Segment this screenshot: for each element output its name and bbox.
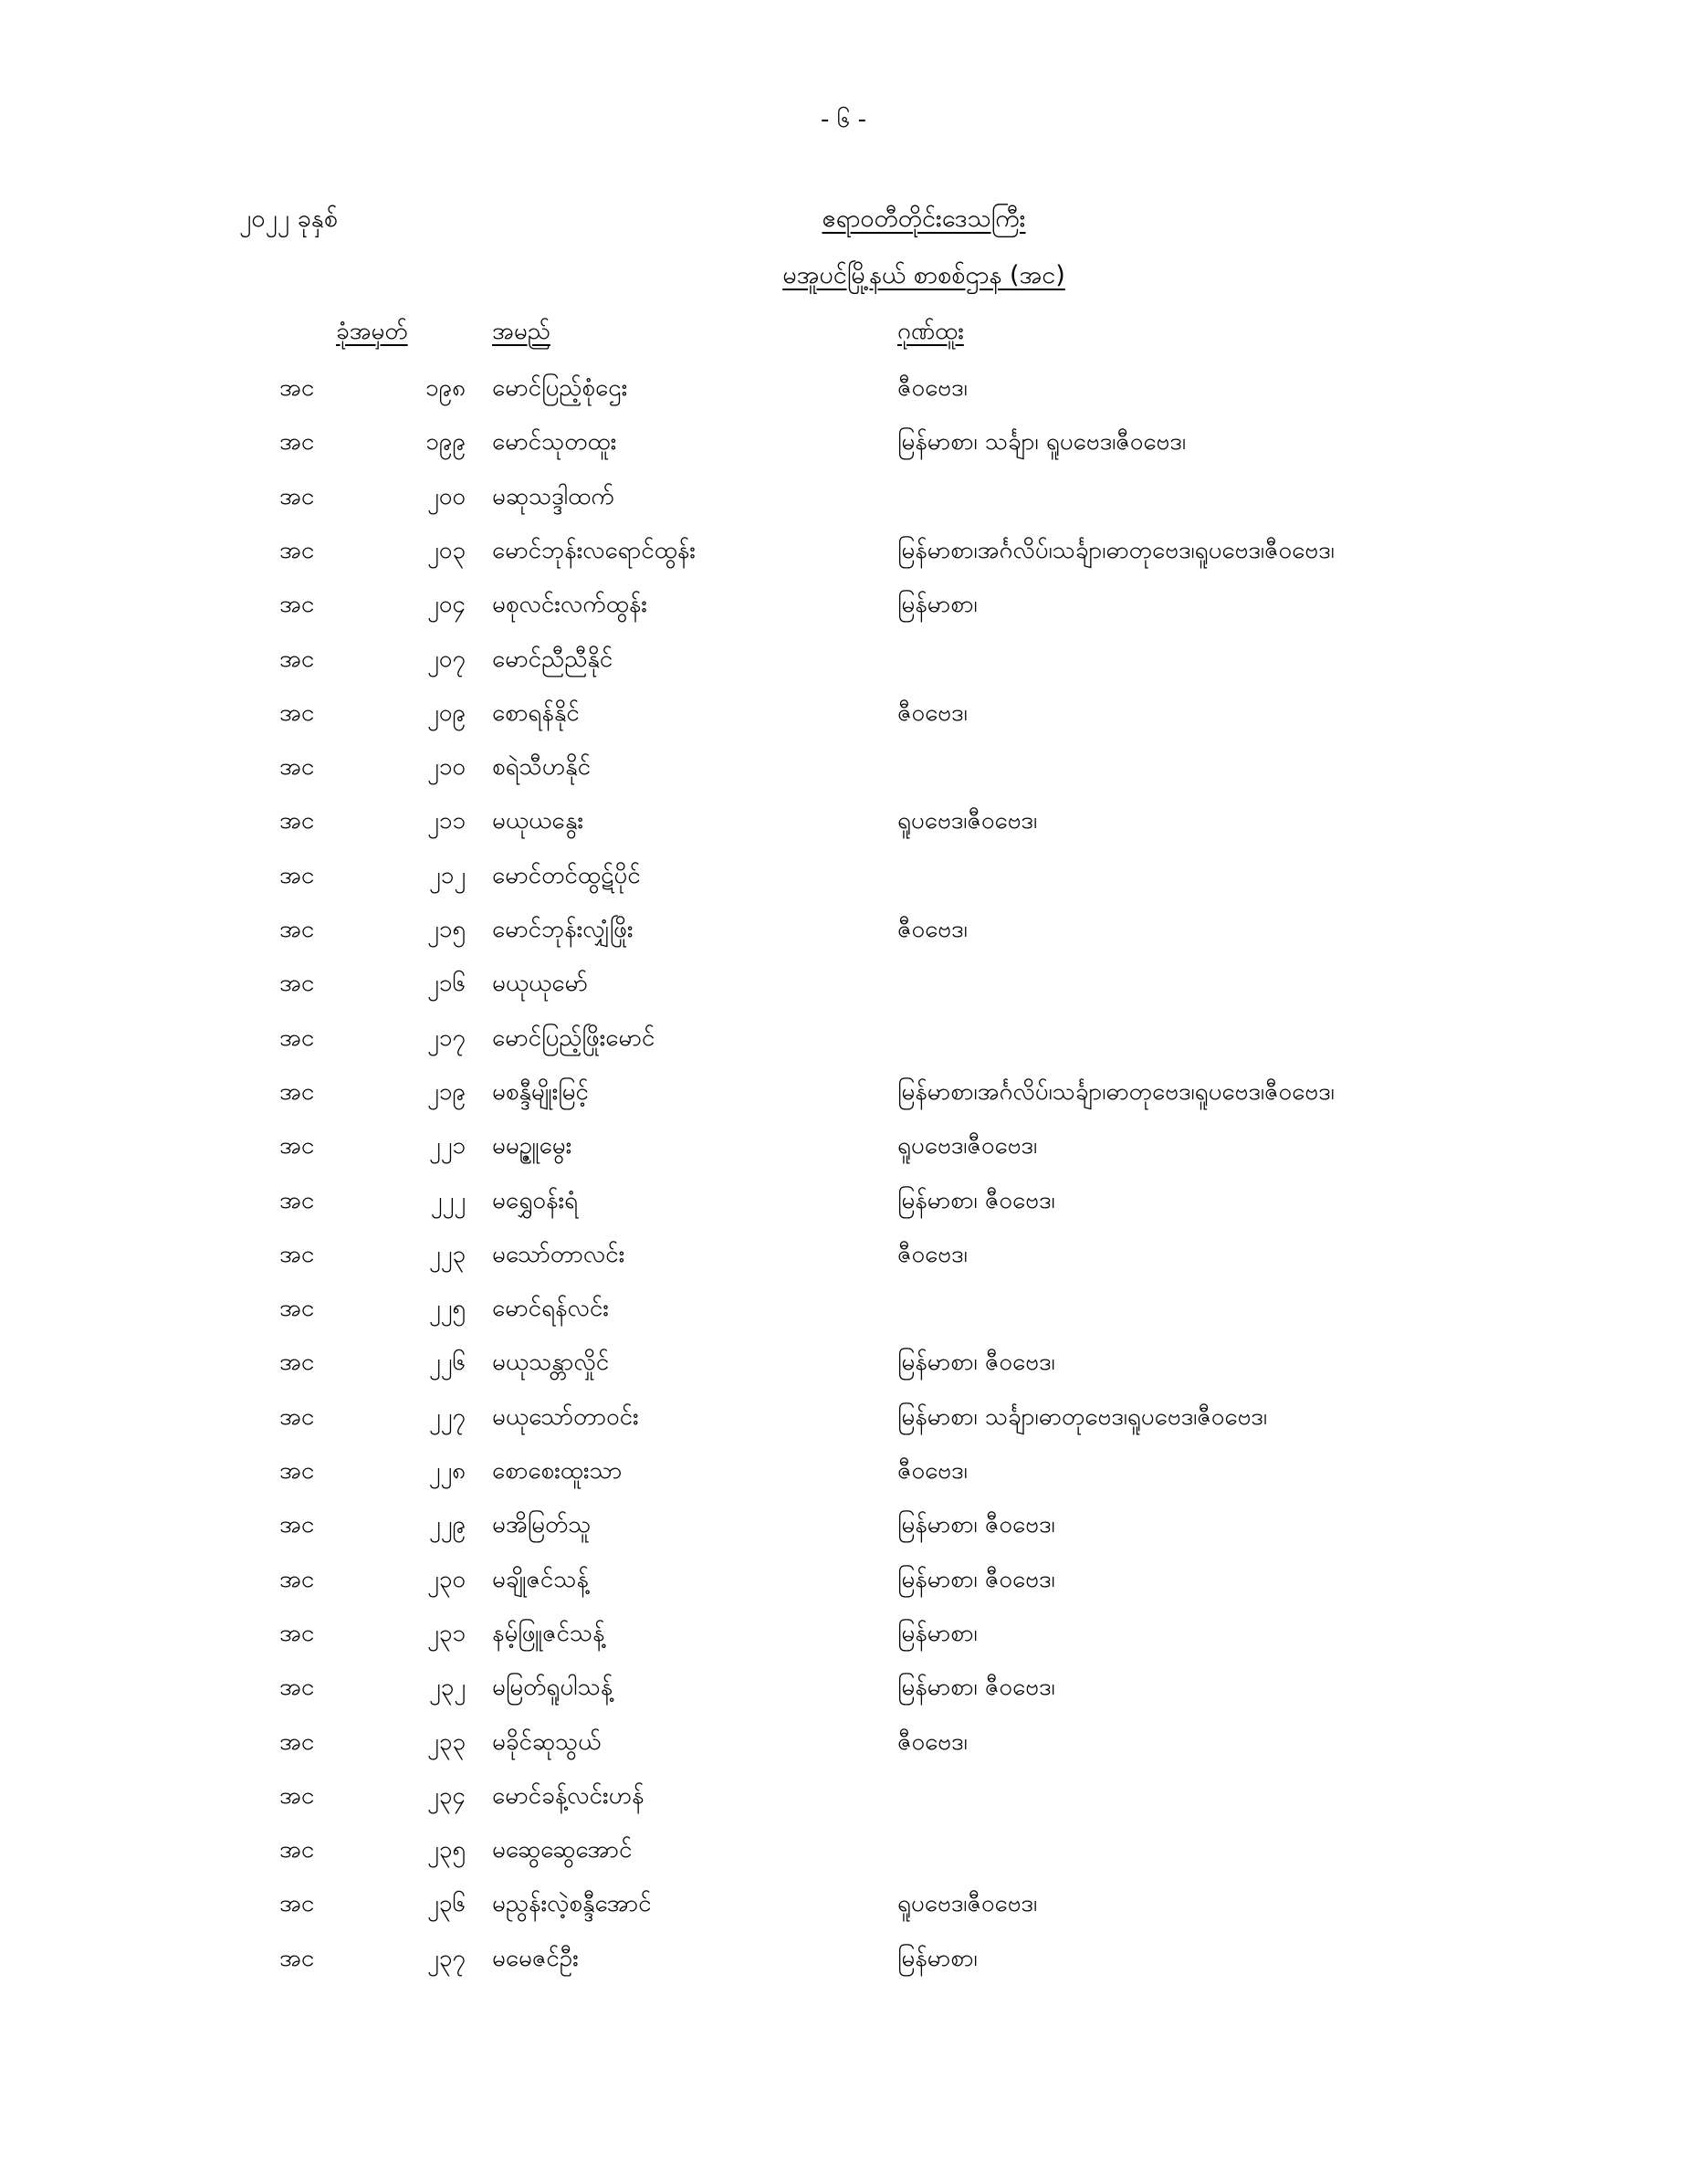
row-student-name: မယုသန္တာလှိုင် xyxy=(492,1349,610,1377)
table-row xyxy=(0,1402,1687,1442)
row-seat-number: ၂၃၄ xyxy=(426,1781,466,1810)
row-distinctions: ရူပဗေဒ၊ဇီဝဗေဒ၊ xyxy=(897,1132,1038,1160)
table-row xyxy=(0,1565,1687,1604)
exam-center-title: မအူပင်မြို့နယ် စာစစ်ဌာန (အင) xyxy=(782,261,1065,289)
row-exam-code: အင xyxy=(279,645,315,673)
row-distinctions: ရူပဗေဒ၊ဇီဝဗေဒ၊ xyxy=(897,807,1038,835)
row-exam-code: အင xyxy=(279,916,315,943)
row-exam-code: အင xyxy=(279,1132,315,1160)
row-seat-number: ၁၉၉ xyxy=(425,428,466,457)
table-row xyxy=(0,1459,1687,1496)
table-row xyxy=(0,918,1687,954)
row-distinctions: မြန်မာစာ၊ ဇီဝဗေဒ၊ xyxy=(897,1565,1055,1593)
row-distinctions: မြန်မာစာ၊ ဇီဝဗေဒ၊ xyxy=(897,1186,1055,1214)
row-exam-code: အင xyxy=(279,1457,315,1485)
table-row xyxy=(0,482,1687,521)
row-exam-code: အင xyxy=(279,482,315,510)
row-student-name: မောင်ညီညီနိုင် xyxy=(492,645,613,673)
row-student-name: မသော်တာလင်း xyxy=(492,1240,625,1268)
region-title: ဧရာဝတီတိုင်းဒေသကြီး xyxy=(822,205,1026,233)
row-distinctions: ဇီဝဗေဒ၊ xyxy=(897,1240,968,1268)
row-student-name: နမ့်ဖြူဇင်သန့် xyxy=(492,1619,605,1647)
row-seat-number: ၂၂၁ xyxy=(428,1132,466,1160)
row-seat-number: ၂၃၀ xyxy=(426,1565,466,1593)
row-student-name: မရွှေဝန်းရံ xyxy=(492,1186,578,1214)
table-row xyxy=(0,1297,1687,1333)
row-distinctions: မြန်မာစာ၊ xyxy=(897,591,978,619)
row-exam-code: အင xyxy=(279,1944,315,1972)
column-header-distinctions: ဂုဏ်ထူး xyxy=(897,318,964,345)
table-row xyxy=(0,1350,1687,1387)
row-distinctions: ဇီဝဗေဒ၊ xyxy=(897,374,968,402)
row-exam-code: အင xyxy=(279,861,315,889)
row-exam-code: အင xyxy=(279,970,315,998)
row-seat-number: ၂၂၉ xyxy=(428,1511,466,1539)
row-distinctions: ဇီဝဗေဒ၊ xyxy=(897,1727,968,1756)
row-seat-number: ၂၁၅ xyxy=(426,916,466,943)
row-student-name: မောင်ခန့်လင်းဟန် xyxy=(492,1781,644,1810)
row-distinctions: ဇီဝဗေဒ၊ xyxy=(897,916,968,943)
row-student-name: မောင်တင်ထွဋ်ပိုင် xyxy=(492,861,641,889)
table-row xyxy=(0,536,1687,575)
table-row xyxy=(0,971,1687,1008)
table-row xyxy=(0,809,1687,845)
table-row xyxy=(0,861,1687,900)
row-seat-number: ၂၁၀ xyxy=(426,753,466,782)
row-student-name: မစန္ဒီမျိုးမြင့် xyxy=(492,1077,589,1106)
row-seat-number: ၂၃၅ xyxy=(426,1836,466,1864)
row-seat-number: ၂၃၃ xyxy=(426,1727,466,1756)
row-student-name: မယုသော်တာဝင်း xyxy=(492,1402,639,1431)
row-seat-number: ၂၂၆ xyxy=(428,1349,466,1377)
row-distinctions: မြန်မာစာ၊ သင်္ချာ၊ဓာတုဗေဒ၊ရူပဗေဒ၊ဇီဝဗေဒ၊ xyxy=(897,1402,1267,1431)
table-row xyxy=(0,593,1687,629)
table-row xyxy=(0,1026,1687,1063)
row-student-name: မစုလင်းလက်ထွန်း xyxy=(492,591,647,619)
row-exam-code: အင xyxy=(279,374,315,402)
column-header-seat-number: ခုံအမှတ် xyxy=(336,318,408,345)
table-row xyxy=(0,755,1687,792)
row-student-name: မောင်ဘုန်းလရောင်ထွန်း xyxy=(492,536,696,564)
row-student-name: မောင်သုတထူး xyxy=(492,428,617,457)
row-exam-code: အင xyxy=(279,1836,315,1864)
table-row xyxy=(0,1781,1687,1821)
table-row xyxy=(0,430,1687,467)
row-seat-number: ၂၀၇ xyxy=(426,645,466,673)
row-student-name: စောရန်နိုင် xyxy=(492,698,580,727)
table-row xyxy=(0,1186,1687,1225)
table-row xyxy=(0,1134,1687,1171)
row-seat-number: ၂၁၇ xyxy=(426,1024,466,1052)
row-seat-number: ၂၁၉ xyxy=(426,1077,466,1106)
row-exam-code: အင xyxy=(279,1186,315,1214)
row-distinctions: မြန်မာစာ၊ xyxy=(897,1944,978,1972)
row-exam-code: အင xyxy=(279,1565,315,1593)
row-seat-number: ၂၀၃ xyxy=(426,536,466,564)
row-seat-number: ၂၁၁ xyxy=(426,807,466,835)
row-seat-number: ၂၀၄ xyxy=(426,591,466,619)
row-student-name: မချိုဇင်သန့် xyxy=(492,1565,589,1593)
row-distinctions: မြန်မာစာ၊ ဇီဝဗေဒ၊ xyxy=(897,1511,1055,1539)
row-seat-number: ၂၂၂ xyxy=(430,1186,466,1214)
page-number: - ၆ - xyxy=(821,106,866,133)
row-exam-code: အင xyxy=(279,591,315,619)
row-seat-number: ၂၁၂ xyxy=(428,861,466,889)
row-distinctions: မြန်မာစာ၊အင်္ဂလိပ်၊သင်္ချာ၊ဓာတုဗေဒ၊ရူပဗေဒ၊ဇီဝဗေဒ၊ xyxy=(897,1077,1335,1106)
row-exam-code: အင xyxy=(279,428,315,457)
row-student-name: မညွန်းလဲ့စန္ဒီအောင် xyxy=(492,1890,652,1918)
table-row xyxy=(0,1619,1687,1658)
table-row xyxy=(0,1727,1687,1767)
row-exam-code: အင xyxy=(279,753,315,782)
row-student-name: မောင်ပြည့်ဖြိုးမောင် xyxy=(492,1024,655,1052)
row-seat-number: ၂၃၂ xyxy=(428,1674,466,1702)
table-row xyxy=(0,647,1687,684)
row-exam-code: အင xyxy=(279,1619,315,1647)
row-exam-code: အင xyxy=(279,1402,315,1431)
row-exam-code: အင xyxy=(279,1349,315,1377)
table-row xyxy=(0,1513,1687,1549)
row-distinctions: မြန်မာစာ၊ xyxy=(897,1619,978,1647)
row-seat-number: ၂၃၇ xyxy=(426,1944,466,1972)
table-row xyxy=(0,698,1687,738)
row-student-name: မဆွေဆွေအောင် xyxy=(492,1836,633,1864)
row-distinctions: ဇီဝဗေဒ၊ xyxy=(897,698,968,727)
row-student-name: မမဥ္ဇူမွေး xyxy=(492,1132,572,1160)
row-seat-number: ၂၃၆ xyxy=(426,1890,466,1918)
row-student-name: မခိုင်ဆုသွယ် xyxy=(492,1727,602,1756)
table-row xyxy=(0,1675,1687,1712)
row-seat-number: ၂၂၇ xyxy=(428,1402,466,1431)
exam-year: ၂၀၂၂ ခုနှစ် xyxy=(239,205,338,233)
row-exam-code: အင xyxy=(279,1077,315,1106)
row-student-name: မောင်ရန်လင်း xyxy=(492,1295,609,1323)
table-row xyxy=(0,1838,1687,1874)
row-seat-number: ၂၁၆ xyxy=(426,970,466,998)
row-student-name: မယုယနွေး xyxy=(492,807,583,835)
row-distinctions: ရူပဗေဒ၊ဇီဝဗေဒ၊ xyxy=(897,1890,1038,1918)
row-seat-number: ၂၃၁ xyxy=(426,1619,466,1647)
row-seat-number: ၂၀၉ xyxy=(426,698,466,727)
table-row xyxy=(0,1240,1687,1279)
table-row xyxy=(0,1944,1687,1983)
row-exam-code: အင xyxy=(279,1024,315,1052)
row-student-name: စောစေးထူးသာ xyxy=(492,1457,623,1485)
row-student-name: မအိမြတ်သူ xyxy=(492,1511,592,1539)
row-exam-code: အင xyxy=(279,698,315,727)
row-student-name: မမြတ်ရူပါသန့် xyxy=(492,1674,613,1702)
row-seat-number: ၂၂၈ xyxy=(428,1457,466,1485)
row-distinctions: မြန်မာစာ၊အင်္ဂလိပ်၊သင်္ချာ၊ဓာတုဗေဒ၊ရူပဗေဒ၊ဇီဝဗေဒ၊ xyxy=(897,536,1335,564)
row-student-name: မောင်ဘုန်းလျှံဖြိုး xyxy=(492,916,634,943)
row-exam-code: အင xyxy=(279,1727,315,1756)
row-exam-code: အင xyxy=(279,1240,315,1268)
table-row xyxy=(0,1077,1687,1117)
row-distinctions: မြန်မာစာ၊ သင်္ချာ၊ ရူပဗေဒ၊ဇီဝဗေဒ၊ xyxy=(897,428,1186,457)
row-exam-code: အင xyxy=(279,1781,315,1810)
row-seat-number: ၂၀၀ xyxy=(426,482,466,510)
row-exam-code: အင xyxy=(279,1674,315,1702)
row-student-name: မမေဇင်ဦး xyxy=(492,1944,579,1972)
row-distinctions: မြန်မာစာ၊ ဇီဝဗေဒ၊ xyxy=(897,1674,1055,1702)
row-exam-code: အင xyxy=(279,1890,315,1918)
row-seat-number: ၂၂၃ xyxy=(428,1240,466,1268)
row-seat-number: ၂၂၅ xyxy=(428,1295,466,1323)
row-distinctions: မြန်မာစာ၊ ဇီဝဗေဒ၊ xyxy=(897,1349,1055,1377)
row-student-name: မယုယုမော် xyxy=(492,970,588,998)
table-row xyxy=(0,376,1687,413)
row-exam-code: အင xyxy=(279,536,315,564)
row-exam-code: အင xyxy=(279,807,315,835)
row-student-name: မောင်ပြည့်စုံဌေး xyxy=(492,374,628,402)
row-student-name: စရဲသီဟနိုင် xyxy=(492,753,591,782)
table-row xyxy=(0,1892,1687,1928)
row-distinctions: ဇီဝဗေဒ၊ xyxy=(897,1457,968,1485)
row-student-name: မဆုသဒ္ဒါထက် xyxy=(492,482,614,510)
column-header-name: အမည် xyxy=(492,318,550,345)
row-exam-code: အင xyxy=(279,1295,315,1323)
row-seat-number: ၁၉၈ xyxy=(424,374,466,402)
row-exam-code: အင xyxy=(279,1511,315,1539)
